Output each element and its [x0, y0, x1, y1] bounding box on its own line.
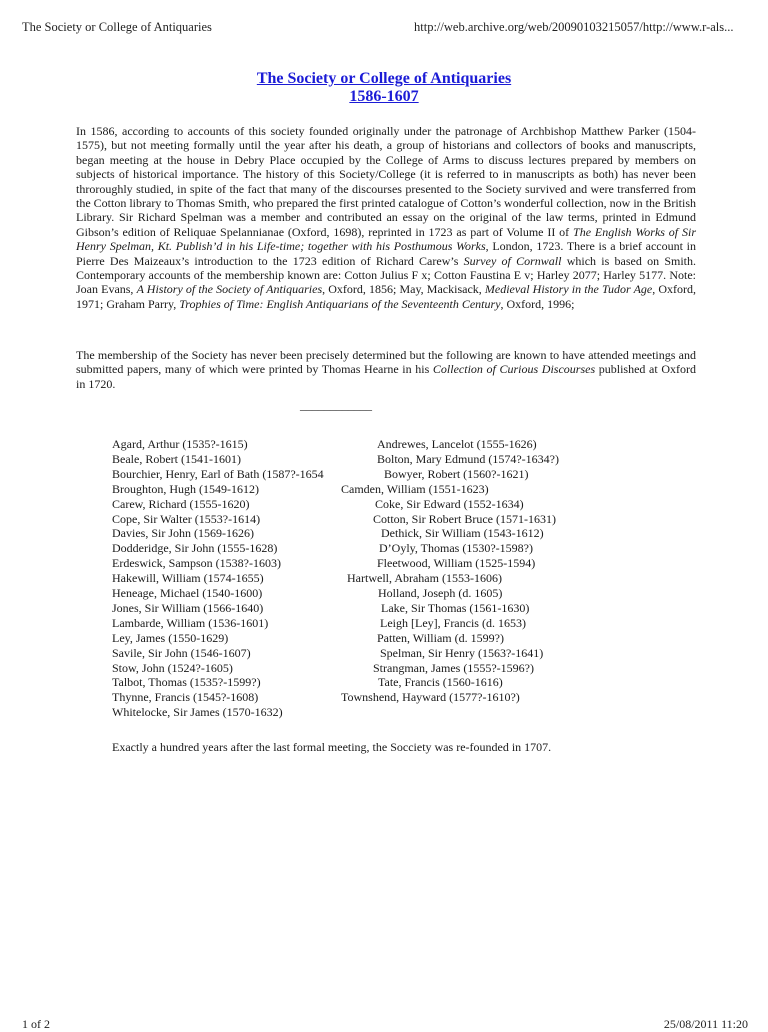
italic-title: Medieval History in the Tudor Age: [484, 282, 653, 297]
page-title: [0, 70, 768, 106]
italic-title: Survey of Cornwall: [463, 253, 562, 268]
italic-title: A History of the Society of Antiquaries: [136, 282, 323, 297]
print-timestamp: 25/08/2011 11:20: [663, 1017, 748, 1031]
member-name: Heneage, Michael (1540-1600): [112, 586, 263, 600]
member-name: Bowyer, Robert (1560?-1621): [384, 466, 529, 481]
member-name: Hartwell, Abraham (1553-1606): [347, 571, 502, 586]
member-name: Agard, Arthur (1535?-1615): [112, 437, 248, 451]
member-row: [0, 661, 768, 676]
intro-paragraph: [76, 124, 696, 311]
member-row: [0, 586, 768, 601]
member-name: Broughton, Hugh (1549-1612): [112, 481, 259, 496]
member-name: Stow, John (1524?-1605): [112, 660, 233, 675]
member-name: Strangman, James (1555?-1596?): [373, 660, 534, 675]
print-header-title: The Society or College of Antiquaries: [22, 20, 212, 34]
member-name: Ley, James (1550-1629): [112, 630, 229, 645]
member-row: [0, 556, 768, 571]
member-row: [0, 437, 768, 452]
text-run: In 1586, according to accounts of this society founded originally under the patronage of Archbishop Matthew Parker (1504-1575), but not meeting formally until the year after his death, a group of historians and collectors of books and manuscripts, began meeting at the house in Debry Place occupied by the College of Arms to discuss lectures prepared by members on subjects of historical importance. The history of this Society/College (it is referred to in manuscripts as both) has never been throroughly studied, in spite of the fact that many of the discourses presented to the Society survived and were transferred from the Cotton library to Thomas Smith, who prepared the first printed catalogue of Cotton’s wonderful collection, now in the British Library. Sir Richard Spelman was a member and contributed an essay on the original of the law terms, printed in Edmund Gibson’s edition of Reliquae Spelannianae (Oxford, 1698), reprinted in 1723 as part of Volume II of: [76, 124, 696, 239]
member-name: Patten, William (d. 1599?): [377, 630, 504, 645]
italic-title: The English Works of Sir Henry Spelman, Kt. Publish’d in his Life-time; together with his Posthumous Works: [76, 224, 696, 254]
member-name: Spelman, Sir Henry (1563?-1641): [380, 645, 544, 660]
member-name: Lake, Sir Thomas (1561-1630): [381, 600, 530, 615]
member-name: Coke, Sir Edward (1552-1634): [375, 496, 524, 511]
member-row: [0, 452, 768, 467]
italic-title: Trophies of Time: English Antiquarians of the Seventeenth Century: [179, 296, 501, 311]
member-name: Bourchier, Henry, Earl of Bath (1587?-1654: [112, 466, 324, 481]
member-name: Erdeswick, Sampson (1538?-1603): [112, 556, 281, 571]
membership-paragraph: [76, 348, 696, 391]
text-run: which is based on Smith. Contemporary accounts of the membership known are: Cotton Julius F x; Cotton Faustina E v; Harley 2077; Harley 5177. Note: Joan Evans,: [76, 253, 697, 297]
text-run: , Oxford, 1856; May, Mackisack,: [322, 282, 485, 297]
member-name: Leigh [Ley], Francis (d. 1653): [380, 615, 526, 630]
member-row: [0, 616, 768, 631]
member-name: Thynne, Francis (1545?-1608): [112, 690, 259, 705]
text-run: , Oxford, 1971; Graham Parry,: [76, 282, 697, 311]
member-name: Whitelocke, Sir James (1570-1632): [112, 705, 283, 720]
member-name: Tate, Francis (1560-1616): [378, 675, 503, 690]
member-row: [0, 512, 768, 527]
member-name: D’Oyly, Thomas (1530?-1598?): [379, 541, 533, 556]
member-name: Lambarde, William (1536-1601): [112, 615, 269, 630]
print-header-url: http://web.archive.org/web/20090103215057/http://www.r-als...: [414, 20, 734, 34]
text-run: The membership of the Society has never been precisely determined but the following are known to have attended meetings and submitted papers, many of which were printed by Thomas Hearne in his: [76, 348, 696, 377]
member-name: Savile, Sir John (1546-1607): [112, 645, 251, 660]
member-name: Hakewill, William (1574-1655): [112, 571, 264, 586]
member-name: Dodderidge, Sir John (1555-1628): [112, 541, 278, 556]
member-name: Cotton, Sir Robert Bruce (1571-1631): [373, 511, 556, 526]
member-name: Carew, Richard (1555-1620): [112, 496, 250, 511]
member-name: Townshend, Hayward (1577?-1610?): [341, 690, 520, 705]
italic-title: Collection of Curious Discourses: [432, 362, 596, 377]
member-name: Bolton, Mary Edmund (1574?-1634?): [377, 451, 559, 466]
member-name: Andrewes, Lancelot (1555-1626): [377, 437, 537, 451]
member-row: [0, 690, 768, 705]
member-row: [0, 526, 768, 541]
member-name: Camden, William (1551-1623): [341, 481, 489, 496]
member-name: Talbot, Thomas (1535?-1599?): [112, 675, 261, 690]
member-row: [0, 467, 768, 482]
member-row: [0, 675, 768, 690]
member-row: [0, 571, 768, 586]
member-row: [0, 497, 768, 512]
member-row: [0, 482, 768, 497]
member-name: Dethick, Sir William (1543-1612): [381, 526, 544, 541]
member-name: Jones, Sir William (1566-1640): [112, 600, 264, 615]
title-link[interactable]: The Society or College of Antiquaries: [256, 70, 512, 87]
member-name: Cope, Sir Walter (1553?-1614): [112, 511, 261, 526]
member-row: [0, 601, 768, 616]
title-dates-link[interactable]: 1586-1607: [349, 88, 419, 105]
member-name: Fleetwood, William (1525-1594): [377, 556, 536, 571]
member-name: Holland, Joseph (d. 1605): [378, 586, 503, 600]
member-name: Beale, Robert (1541-1601): [112, 451, 241, 466]
text-run: , London, 1723. There is a brief account in Pierre Des Maizeaux’s introduction to the 1723 edition of Richard Carew’s: [76, 239, 696, 268]
text-run: published at Oxford in 1720.: [76, 362, 697, 391]
member-row: [0, 631, 768, 646]
member-row: [0, 646, 768, 661]
member-row: [0, 705, 768, 720]
text-run: , Oxford, 1996;: [500, 296, 575, 311]
member-row: [0, 541, 768, 556]
separator-line: ____________: [300, 398, 372, 412]
closing-note: Exactly a hundred years after the last formal meeting, the Socciety was re-founded in 1707.: [112, 740, 552, 754]
member-name: Davies, Sir John (1569-1626): [112, 526, 254, 541]
page-number: 1 of 2: [22, 1017, 50, 1031]
